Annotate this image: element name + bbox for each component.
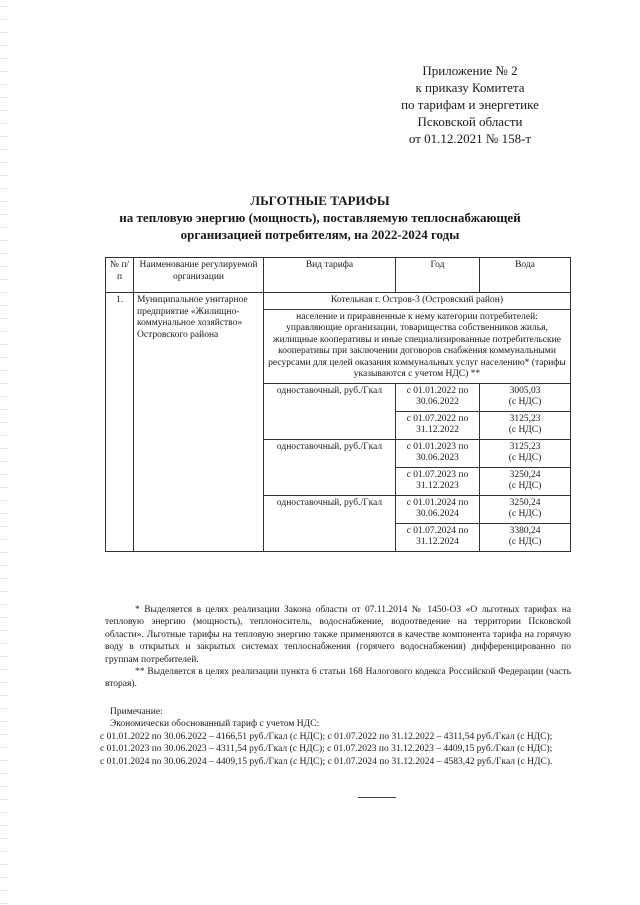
water-cell [480,411,571,439]
footnotes [105,604,571,691]
vat-note: (с НДС) [508,509,542,519]
header-water: Вода [480,258,571,293]
tariff-table [105,257,571,552]
row-number: 1. [106,293,134,552]
tariff-value: 3125,23 [509,413,541,424]
appendix-line: к приказу Комитета [415,80,525,95]
appendix-line: по тарифам и энергетике [401,97,539,112]
remark-block [100,706,590,768]
boiler-name: Котельная г. Остров-3 (Островский район) [264,293,571,310]
title-line: ЛЬГОТНЫЕ ТАРИФЫ [250,193,390,208]
remark-line: с 01.01.2023 по 30.06.2023 – 4311,54 руб./Гкал (с НДС); с 01.07.2023 по 31.12.2023 – 4409,15 руб./Гкал (с НДС); [100,744,553,755]
water-cell [480,383,571,411]
tariff-type: одноставочный, руб./Гкал [264,439,396,495]
vat-note: (с НДС) [508,537,542,547]
appendix-block [370,62,570,147]
vat-note: (с НДС) [508,425,542,435]
tariff-type: одноставочный, руб./Гкал [264,383,396,439]
scan-edge [0,0,8,905]
water-cell [480,495,571,523]
table-row [106,293,571,310]
tariff-value: 3250,24 [509,497,541,508]
tariff-type: одноставочный, руб./Гкал [264,495,396,551]
table-header-row [106,258,571,293]
header-num: № п/п [106,258,134,293]
footnote-2: ** Выделяется в целях реализации пункта 6 статьи 168 Налогового кодекса Российской Федерации (часть вторая). [105,667,571,690]
period-cell: с 01.01.2023 по 30.06.2023 [396,439,480,467]
tariff-value: 3250,24 [509,469,541,480]
appendix-line: Псковской области [417,114,523,129]
period-cell: с 01.01.2024 по 30.06.2024 [396,495,480,523]
remark-heading: Примечание: [110,707,163,717]
vat-note: (с НДС) [508,397,542,407]
header-year: Год [396,258,480,293]
period-cell: с 01.07.2024 по 31.12.2024 [396,523,480,551]
remark-subheading: Экономически обоснованный тариф с учетом НДС: [110,719,320,730]
tariff-value: 3005,03 [509,385,541,396]
tariff-value: 3125,23 [509,441,541,452]
period-cell: с 01.07.2022 по 31.12.2022 [396,411,480,439]
water-cell [480,523,571,551]
water-cell [480,439,571,467]
appendix-line: от 01.12.2021 № 158-т [408,131,532,146]
period-cell: с 01.07.2023 по 31.12.2023 [396,467,480,495]
consumer-category: население и приравненные к нему категории потребителей: управляющие организации, товарищества собственников жилья, жилищные кооперативы и иные специализированные потребительские кооперативы при заключении договоров снабжения коммунальными ресурсами для целей оказания коммунальных услуг населению* (тарифы указываются с учетом НДС) ** [264,309,571,383]
vat-note: (с НДС) [508,481,542,491]
header-org: Наименование регулируемой организации [134,258,264,293]
header-type: Вид тарифа [264,258,396,293]
footnote-1: * Выделяется в целях реализации Закона области от 07.11.2014 № 1450-ОЗ «О льготных тарифах на тепловую энергию (мощность), теплоноситель, водоснабжение, водоотведение на территории Псковской области». Льготные тарифы на тепловую энергию также применяются в качестве компонента тарифа на горячую воду в открытых и закрытых системах теплоснабжения (горячего водоснабжения) дифференцированно по группам потребителей. [105,605,571,665]
appendix-line: Приложение № 2 [422,63,518,78]
period-cell: с 01.01.2022 по 30.06.2022 [396,383,480,411]
tariff-value: 3380,24 [509,525,541,536]
title-line: на тепловую энергию (мощность), поставляемую теплоснабжающей [119,210,521,225]
document-title [80,192,560,243]
organization-name: Муниципальное унитарное предприятие «Жилищно-коммунальное хозяйство» Островского района [134,293,264,552]
closing-rule [358,797,396,798]
vat-note: (с НДС) [508,453,542,463]
water-cell [480,467,571,495]
remark-line: с 01.01.2024 по 30.06.2024 – 4409,15 руб./Гкал (с НДС); с 01.07.2024 по 31.12.2024 – 4583,42 руб./Гкал (с НДС). [100,756,553,767]
remark-line: с 01.01.2022 по 30.06.2022 – 4166,51 руб./Гкал (с НДС); с 01.07.2022 по 31.12.2022 – 4311,54 руб./Гкал (с НДС); [100,731,553,742]
title-line: организацией потребителям, на 2022-2024 годы [180,227,460,242]
